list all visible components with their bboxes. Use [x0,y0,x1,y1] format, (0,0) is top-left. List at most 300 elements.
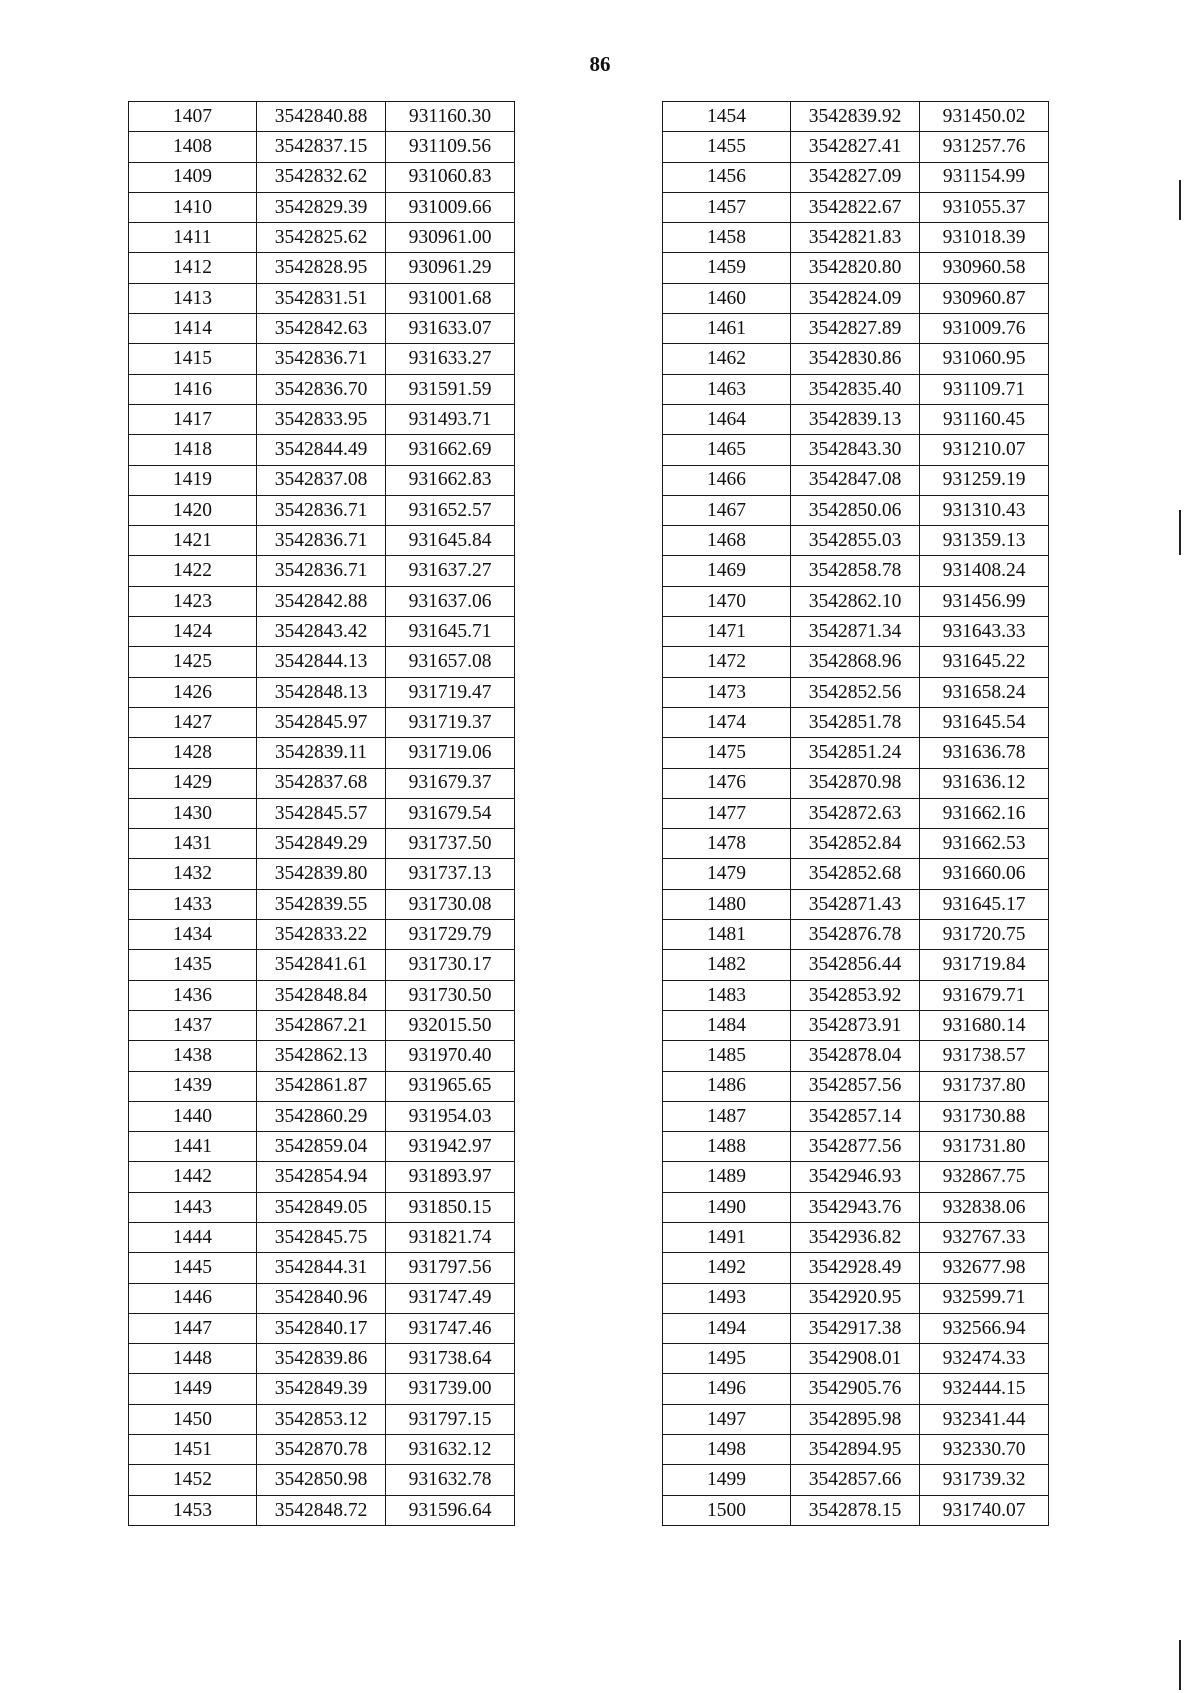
x-coordinate-cell: 3542852.84 [791,829,920,859]
x-coordinate-cell: 3542917.38 [791,1313,920,1343]
point-number-cell: 1492 [663,1253,791,1283]
table-row [663,1374,1049,1404]
point-number-cell: 1477 [663,798,791,828]
x-coordinate-cell: 3542839.80 [257,859,386,889]
y-coordinate-cell: 931720.75 [920,920,1049,950]
x-coordinate-cell: 3542877.56 [791,1132,920,1162]
x-coordinate-cell: 3542833.95 [257,404,386,434]
x-coordinate-cell: 3542855.03 [791,526,920,556]
point-number-cell: 1433 [129,889,257,919]
point-number-cell: 1415 [129,344,257,374]
x-coordinate-cell: 3542851.24 [791,738,920,768]
table-row [129,647,515,677]
table-row [129,435,515,465]
point-number-cell: 1461 [663,314,791,344]
y-coordinate-cell: 931942.97 [386,1132,515,1162]
table-row [129,1071,515,1101]
x-coordinate-cell: 3542848.13 [257,677,386,707]
table-row [129,374,515,404]
y-coordinate-cell: 931632.12 [386,1435,515,1465]
table-row [129,859,515,889]
y-coordinate-cell: 932599.71 [920,1283,1049,1313]
point-number-cell: 1499 [663,1465,791,1495]
x-coordinate-cell: 3542943.76 [791,1192,920,1222]
table-row [129,132,515,162]
y-coordinate-cell: 931645.17 [920,889,1049,919]
y-coordinate-cell: 930960.58 [920,253,1049,283]
y-coordinate-cell: 931645.71 [386,617,515,647]
y-coordinate-cell: 931637.06 [386,586,515,616]
x-coordinate-cell: 3542837.68 [257,768,386,798]
x-coordinate-cell: 3542849.29 [257,829,386,859]
y-coordinate-cell: 931731.80 [920,1132,1049,1162]
point-number-cell: 1466 [663,465,791,495]
point-number-cell: 1431 [129,829,257,859]
table-row [663,162,1049,192]
point-number-cell: 1441 [129,1132,257,1162]
table-row [129,253,515,283]
point-number-cell: 1478 [663,829,791,859]
y-coordinate-cell: 930961.29 [386,253,515,283]
x-coordinate-cell: 3542837.15 [257,132,386,162]
table-row [663,1313,1049,1343]
x-coordinate-cell: 3542836.71 [257,344,386,374]
table-row [663,980,1049,1010]
point-number-cell: 1500 [663,1495,791,1525]
table-row [129,1132,515,1162]
point-number-cell: 1447 [129,1313,257,1343]
x-coordinate-cell: 3542870.78 [257,1435,386,1465]
scan-edge-mark [1179,510,1181,555]
table-row [129,1010,515,1040]
x-coordinate-cell: 3542824.09 [791,283,920,313]
x-coordinate-cell: 3542837.08 [257,465,386,495]
y-coordinate-cell: 931160.45 [920,404,1049,434]
table-row [663,102,1049,132]
point-number-cell: 1481 [663,920,791,950]
y-coordinate-cell: 931737.13 [386,859,515,889]
x-coordinate-cell: 3542830.86 [791,344,920,374]
point-number-cell: 1475 [663,738,791,768]
table-row [129,768,515,798]
point-number-cell: 1444 [129,1222,257,1252]
x-coordinate-cell: 3542905.76 [791,1374,920,1404]
point-number-cell: 1496 [663,1374,791,1404]
table-row [663,556,1049,586]
y-coordinate-cell: 932867.75 [920,1162,1049,1192]
point-number-cell: 1435 [129,950,257,980]
y-coordinate-cell: 931680.14 [920,1010,1049,1040]
x-coordinate-cell: 3542844.31 [257,1253,386,1283]
table-row [663,283,1049,313]
y-coordinate-cell: 931359.13 [920,526,1049,556]
x-coordinate-cell: 3542843.42 [257,617,386,647]
x-coordinate-cell: 3542827.09 [791,162,920,192]
y-coordinate-cell: 931645.54 [920,707,1049,737]
point-number-cell: 1452 [129,1465,257,1495]
point-number-cell: 1434 [129,920,257,950]
point-number-cell: 1440 [129,1101,257,1131]
y-coordinate-cell: 931637.27 [386,556,515,586]
x-coordinate-cell: 3542936.82 [791,1222,920,1252]
point-number-cell: 1429 [129,768,257,798]
x-coordinate-cell: 3542821.83 [791,223,920,253]
y-coordinate-cell: 931450.02 [920,102,1049,132]
point-number-cell: 1419 [129,465,257,495]
point-number-cell: 1408 [129,132,257,162]
point-number-cell: 1490 [663,1192,791,1222]
point-number-cell: 1453 [129,1495,257,1525]
x-coordinate-cell: 3542842.63 [257,314,386,344]
y-coordinate-cell: 931747.46 [386,1313,515,1343]
point-number-cell: 1457 [663,192,791,222]
x-coordinate-cell: 3542857.14 [791,1101,920,1131]
x-coordinate-cell: 3542858.78 [791,556,920,586]
table-row [129,1344,515,1374]
point-number-cell: 1480 [663,889,791,919]
y-coordinate-cell: 931662.69 [386,435,515,465]
table-row [129,223,515,253]
y-coordinate-cell: 930961.00 [386,223,515,253]
x-coordinate-cell: 3542836.71 [257,495,386,525]
point-number-cell: 1488 [663,1132,791,1162]
coordinates-table-left [128,101,515,1526]
table-row [129,980,515,1010]
point-number-cell: 1437 [129,1010,257,1040]
y-coordinate-cell: 931821.74 [386,1222,515,1252]
point-number-cell: 1486 [663,1071,791,1101]
point-number-cell: 1432 [129,859,257,889]
table-row [129,677,515,707]
table-row [663,1010,1049,1040]
x-coordinate-cell: 3542827.89 [791,314,920,344]
y-coordinate-cell: 931739.32 [920,1465,1049,1495]
x-coordinate-cell: 3542862.13 [257,1041,386,1071]
y-coordinate-cell: 931660.06 [920,859,1049,889]
point-number-cell: 1456 [663,162,791,192]
point-number-cell: 1413 [129,283,257,313]
point-number-cell: 1469 [663,556,791,586]
table-row [129,1192,515,1222]
x-coordinate-cell: 3542849.39 [257,1374,386,1404]
table-row [663,374,1049,404]
table-row [129,1101,515,1131]
x-coordinate-cell: 3542868.96 [791,647,920,677]
y-coordinate-cell: 931965.65 [386,1071,515,1101]
table-row [663,1071,1049,1101]
x-coordinate-cell: 3542840.17 [257,1313,386,1343]
point-number-cell: 1474 [663,707,791,737]
table-row [663,344,1049,374]
y-coordinate-cell: 931747.49 [386,1283,515,1313]
table-row [129,1465,515,1495]
y-coordinate-cell: 931719.37 [386,707,515,737]
point-number-cell: 1418 [129,435,257,465]
point-number-cell: 1471 [663,617,791,647]
table-row [663,859,1049,889]
y-coordinate-cell: 931060.83 [386,162,515,192]
y-coordinate-cell: 931633.07 [386,314,515,344]
x-coordinate-cell: 3542828.95 [257,253,386,283]
table-row [129,1435,515,1465]
y-coordinate-cell: 931662.83 [386,465,515,495]
x-coordinate-cell: 3542854.94 [257,1162,386,1192]
point-number-cell: 1458 [663,223,791,253]
y-coordinate-cell: 931009.76 [920,314,1049,344]
y-coordinate-cell: 931009.66 [386,192,515,222]
table-row [129,192,515,222]
x-coordinate-cell: 3542946.93 [791,1162,920,1192]
point-number-cell: 1491 [663,1222,791,1252]
table-row [663,1283,1049,1313]
y-coordinate-cell: 931060.95 [920,344,1049,374]
x-coordinate-cell: 3542833.22 [257,920,386,950]
table-row [663,647,1049,677]
x-coordinate-cell: 3542928.49 [791,1253,920,1283]
table-row [663,798,1049,828]
table-row [129,829,515,859]
table-row [129,314,515,344]
table-row [663,1162,1049,1192]
x-coordinate-cell: 3542853.12 [257,1404,386,1434]
table-row [663,1192,1049,1222]
x-coordinate-cell: 3542871.43 [791,889,920,919]
table-row [129,1253,515,1283]
x-coordinate-cell: 3542871.34 [791,617,920,647]
x-coordinate-cell: 3542836.71 [257,526,386,556]
y-coordinate-cell: 931652.57 [386,495,515,525]
table-row [129,738,515,768]
x-coordinate-cell: 3542861.87 [257,1071,386,1101]
point-number-cell: 1407 [129,102,257,132]
point-number-cell: 1427 [129,707,257,737]
y-coordinate-cell: 931645.84 [386,526,515,556]
table-row [129,162,515,192]
point-number-cell: 1495 [663,1344,791,1374]
table-row [663,950,1049,980]
table-row [663,768,1049,798]
y-coordinate-cell: 931719.47 [386,677,515,707]
point-number-cell: 1465 [663,435,791,465]
point-number-cell: 1462 [663,344,791,374]
point-number-cell: 1483 [663,980,791,1010]
y-coordinate-cell: 931643.33 [920,617,1049,647]
table-row [663,132,1049,162]
point-number-cell: 1426 [129,677,257,707]
point-number-cell: 1443 [129,1192,257,1222]
point-number-cell: 1425 [129,647,257,677]
y-coordinate-cell: 931632.78 [386,1465,515,1495]
table-row [129,344,515,374]
point-number-cell: 1454 [663,102,791,132]
x-coordinate-cell: 3542870.98 [791,768,920,798]
x-coordinate-cell: 3542831.51 [257,283,386,313]
point-number-cell: 1438 [129,1041,257,1071]
point-number-cell: 1498 [663,1435,791,1465]
point-number-cell: 1460 [663,283,791,313]
table-row [129,1222,515,1252]
table-row [129,102,515,132]
point-number-cell: 1485 [663,1041,791,1071]
y-coordinate-cell: 931719.84 [920,950,1049,980]
y-coordinate-cell: 931737.80 [920,1071,1049,1101]
y-coordinate-cell: 931154.99 [920,162,1049,192]
x-coordinate-cell: 3542851.78 [791,707,920,737]
point-number-cell: 1411 [129,223,257,253]
point-number-cell: 1449 [129,1374,257,1404]
table-row [663,192,1049,222]
table-row [129,950,515,980]
point-number-cell: 1422 [129,556,257,586]
point-number-cell: 1420 [129,495,257,525]
point-number-cell: 1482 [663,950,791,980]
table-row [663,465,1049,495]
y-coordinate-cell: 931730.88 [920,1101,1049,1131]
x-coordinate-cell: 3542872.63 [791,798,920,828]
y-coordinate-cell: 932444.15 [920,1374,1049,1404]
y-coordinate-cell: 931493.71 [386,404,515,434]
x-coordinate-cell: 3542878.04 [791,1041,920,1071]
table-row [663,1222,1049,1252]
point-number-cell: 1472 [663,647,791,677]
y-coordinate-cell: 931636.12 [920,768,1049,798]
x-coordinate-cell: 3542840.96 [257,1283,386,1313]
y-coordinate-cell: 931658.24 [920,677,1049,707]
table-row [663,526,1049,556]
scan-edge-mark [1179,180,1181,220]
x-coordinate-cell: 3542856.44 [791,950,920,980]
x-coordinate-cell: 3542852.68 [791,859,920,889]
table-row [663,495,1049,525]
x-coordinate-cell: 3542832.62 [257,162,386,192]
x-coordinate-cell: 3542908.01 [791,1344,920,1374]
x-coordinate-cell: 3542845.97 [257,707,386,737]
x-coordinate-cell: 3542835.40 [791,374,920,404]
x-coordinate-cell: 3542839.86 [257,1344,386,1374]
table-row [663,738,1049,768]
table-row [663,253,1049,283]
table-row [129,1041,515,1071]
y-coordinate-cell: 931259.19 [920,465,1049,495]
y-coordinate-cell: 931730.08 [386,889,515,919]
x-coordinate-cell: 3542845.57 [257,798,386,828]
point-number-cell: 1423 [129,586,257,616]
x-coordinate-cell: 3542876.78 [791,920,920,950]
x-coordinate-cell: 3542847.08 [791,465,920,495]
x-coordinate-cell: 3542848.72 [257,1495,386,1525]
x-coordinate-cell: 3542843.30 [791,435,920,465]
point-number-cell: 1489 [663,1162,791,1192]
y-coordinate-cell: 931679.54 [386,798,515,828]
point-number-cell: 1448 [129,1344,257,1374]
y-coordinate-cell: 931893.97 [386,1162,515,1192]
point-number-cell: 1446 [129,1283,257,1313]
table-row [663,1465,1049,1495]
table-row [129,283,515,313]
point-number-cell: 1414 [129,314,257,344]
table-row [129,920,515,950]
table-row [663,223,1049,253]
x-coordinate-cell: 3542829.39 [257,192,386,222]
x-coordinate-cell: 3542845.75 [257,1222,386,1252]
table-row [129,465,515,495]
y-coordinate-cell: 931740.07 [920,1495,1049,1525]
point-number-cell: 1409 [129,162,257,192]
y-coordinate-cell: 931954.03 [386,1101,515,1131]
y-coordinate-cell: 932677.98 [920,1253,1049,1283]
x-coordinate-cell: 3542841.61 [257,950,386,980]
x-coordinate-cell: 3542850.06 [791,495,920,525]
y-coordinate-cell: 931719.06 [386,738,515,768]
table-row [663,1253,1049,1283]
point-number-cell: 1479 [663,859,791,889]
table-row [663,1404,1049,1434]
table-row [129,556,515,586]
x-coordinate-cell: 3542860.29 [257,1101,386,1131]
y-coordinate-cell: 931408.24 [920,556,1049,586]
y-coordinate-cell: 931310.43 [920,495,1049,525]
point-number-cell: 1424 [129,617,257,647]
point-number-cell: 1473 [663,677,791,707]
y-coordinate-cell: 931109.71 [920,374,1049,404]
table-row [663,617,1049,647]
x-coordinate-cell: 3542839.13 [791,404,920,434]
table-row [663,677,1049,707]
x-coordinate-cell: 3542839.92 [791,102,920,132]
y-coordinate-cell: 931109.56 [386,132,515,162]
point-number-cell: 1468 [663,526,791,556]
y-coordinate-cell: 931738.64 [386,1344,515,1374]
x-coordinate-cell: 3542840.88 [257,102,386,132]
table-row [129,1283,515,1313]
table-row [129,798,515,828]
point-number-cell: 1494 [663,1313,791,1343]
table-row [663,1344,1049,1374]
point-number-cell: 1428 [129,738,257,768]
x-coordinate-cell: 3542844.13 [257,647,386,677]
table-row [663,586,1049,616]
point-number-cell: 1421 [129,526,257,556]
point-number-cell: 1416 [129,374,257,404]
x-coordinate-cell: 3542839.55 [257,889,386,919]
y-coordinate-cell: 932341.44 [920,1404,1049,1434]
table-row [129,1313,515,1343]
y-coordinate-cell: 931797.15 [386,1404,515,1434]
point-number-cell: 1470 [663,586,791,616]
y-coordinate-cell: 931657.08 [386,647,515,677]
y-coordinate-cell: 931055.37 [920,192,1049,222]
y-coordinate-cell: 932330.70 [920,1435,1049,1465]
y-coordinate-cell: 931636.78 [920,738,1049,768]
table-row [129,1495,515,1525]
y-coordinate-cell: 932767.33 [920,1222,1049,1252]
y-coordinate-cell: 930960.87 [920,283,1049,313]
x-coordinate-cell: 3542857.56 [791,1071,920,1101]
coordinates-table-right [662,101,1049,1526]
x-coordinate-cell: 3542825.62 [257,223,386,253]
table-row [663,707,1049,737]
table-row [129,889,515,919]
point-number-cell: 1439 [129,1071,257,1101]
point-number-cell: 1451 [129,1435,257,1465]
x-coordinate-cell: 3542822.67 [791,192,920,222]
x-coordinate-cell: 3542857.66 [791,1465,920,1495]
y-coordinate-cell: 931738.57 [920,1041,1049,1071]
x-coordinate-cell: 3542878.15 [791,1495,920,1525]
x-coordinate-cell: 3542894.95 [791,1435,920,1465]
point-number-cell: 1459 [663,253,791,283]
point-number-cell: 1417 [129,404,257,434]
